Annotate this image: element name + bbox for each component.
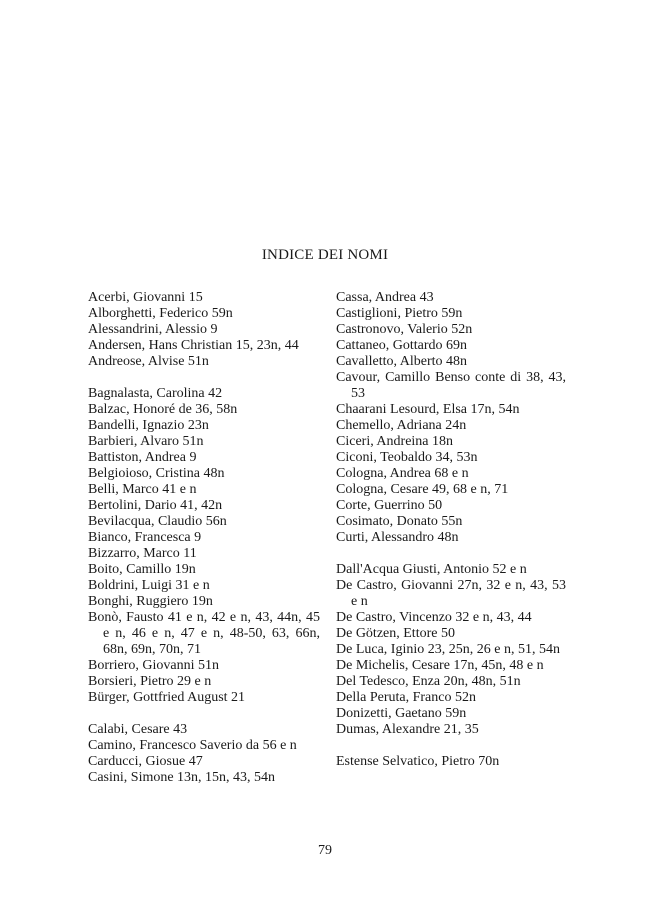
index-entry: Bandelli, Ignazio 23n	[88, 418, 209, 433]
index-entry: Borriero, Giovanni 51n	[88, 658, 220, 673]
index-column-right	[336, 290, 566, 786]
index-entry: De Luca, Iginio 23, 25n, 26 e n, 51, 54n	[336, 642, 560, 657]
index-entry: Bagnalasta, Carolina 42	[88, 386, 223, 401]
index-entry: Acerbi, Giovanni 15	[88, 290, 203, 305]
index-entry: Belgioioso, Cristina 48n	[88, 466, 225, 481]
index-column-left	[88, 290, 320, 802]
index-entry: Borsieri, Pietro 29 e n	[88, 674, 212, 689]
index-letter-group	[88, 290, 320, 370]
index-entry: De Michelis, Cesare 17n, 45n, 48 e n	[336, 658, 544, 673]
index-entry: Curti, Alessandro 48n	[336, 530, 459, 545]
index-entry: Bonò, Fausto 41 e n, 42 e n, 43, 44n, 45 e n, 46 e n, 47 e n, 48-50, 63, 66n, 68n, 69n, 70n, 71	[88, 610, 320, 657]
index-entry: De Castro, Giovanni 27n, 32 e n, 43, 53 e n	[336, 578, 566, 609]
index-entry: Battiston, Andrea 9	[88, 450, 197, 465]
index-letter-group	[336, 290, 566, 546]
index-entry: Cavour, Camillo Benso conte di 38, 43, 53	[336, 370, 566, 401]
index-entry: Dall'Acqua Giusti, Antonio 52 e n	[336, 562, 527, 577]
index-entry: Bürger, Gottfried August 21	[88, 690, 246, 705]
index-entry: Del Tedesco, Enza 20n, 48n, 51n	[336, 674, 521, 689]
index-entry: Cassa, Andrea 43	[336, 290, 434, 305]
index-entry: Andersen, Hans Christian 15, 23n, 44	[88, 338, 299, 353]
index-entry: De Götzen, Ettore 50	[336, 626, 455, 641]
index-entry: De Castro, Vincenzo 32 e n, 43, 44	[336, 610, 532, 625]
index-letter-group	[88, 386, 320, 706]
index-entry: Bertolini, Dario 41, 42n	[88, 498, 223, 513]
index-entry: Castronovo, Valerio 52n	[336, 322, 473, 337]
index-entry: Boito, Camillo 19n	[88, 562, 196, 577]
page-number: 79	[318, 843, 332, 858]
index-entry: Chaarani Lesourd, Elsa 17n, 54n	[336, 402, 520, 417]
index-entry: Calabi, Cesare 43	[88, 722, 188, 737]
index-entry: Bianco, Francesca 9	[88, 530, 202, 545]
index-entry: Castiglioni, Pietro 59n	[336, 306, 463, 321]
index-entry: Camino, Francesco Saverio da 56 e n	[88, 738, 297, 753]
index-entry: Bizzarro, Marco 11	[88, 546, 197, 561]
index-entry: Casini, Simone 13n, 15n, 43, 54n	[88, 770, 276, 785]
index-entry: Carducci, Giosue 47	[88, 754, 203, 769]
index-letter-group	[88, 722, 320, 786]
index-entry: Andreose, Alvise 51n	[88, 354, 209, 369]
index-entry: Alessandrini, Alessio 9	[88, 322, 218, 337]
index-entry: Cosimato, Donato 55n	[336, 514, 463, 529]
index-letter-group	[336, 754, 566, 770]
index-entry: Alborghetti, Federico 59n	[88, 306, 233, 321]
index-entry: Donizetti, Gaetano 59n	[336, 706, 467, 721]
index-entry: Estense Selvatico, Pietro 70n	[336, 754, 500, 769]
index-entry: Cattaneo, Gottardo 69n	[336, 338, 468, 353]
index-entry: Barbieri, Alvaro 51n	[88, 434, 204, 449]
index-entry: Cologna, Cesare 49, 68 e n, 71	[336, 482, 509, 497]
page-title: INDICE DEI NOMI	[261, 247, 389, 263]
index-entry: Ciconi, Teobaldo 34, 53n	[336, 450, 478, 465]
index-entry: Bonghi, Ruggiero 19n	[88, 594, 213, 609]
index-entry: Cologna, Andrea 68 e n	[336, 466, 469, 481]
index-entry: Corte, Guerrino 50	[336, 498, 443, 513]
index-entry: Bevilacqua, Claudio 56n	[88, 514, 227, 529]
index-entry: Belli, Marco 41 e n	[88, 482, 197, 497]
index-entry: Ciceri, Andreina 18n	[336, 434, 454, 449]
index-entry: Chemello, Adriana 24n	[336, 418, 467, 433]
index-entry: Cavalletto, Alberto 48n	[336, 354, 468, 369]
index-entry: Boldrini, Luigi 31 e n	[88, 578, 210, 593]
index-letter-group	[336, 562, 566, 738]
index-entry: Della Peruta, Franco 52n	[336, 690, 476, 705]
index-entry: Balzac, Honoré de 36, 58n	[88, 402, 238, 417]
index-entry: Dumas, Alexandre 21, 35	[336, 722, 479, 737]
